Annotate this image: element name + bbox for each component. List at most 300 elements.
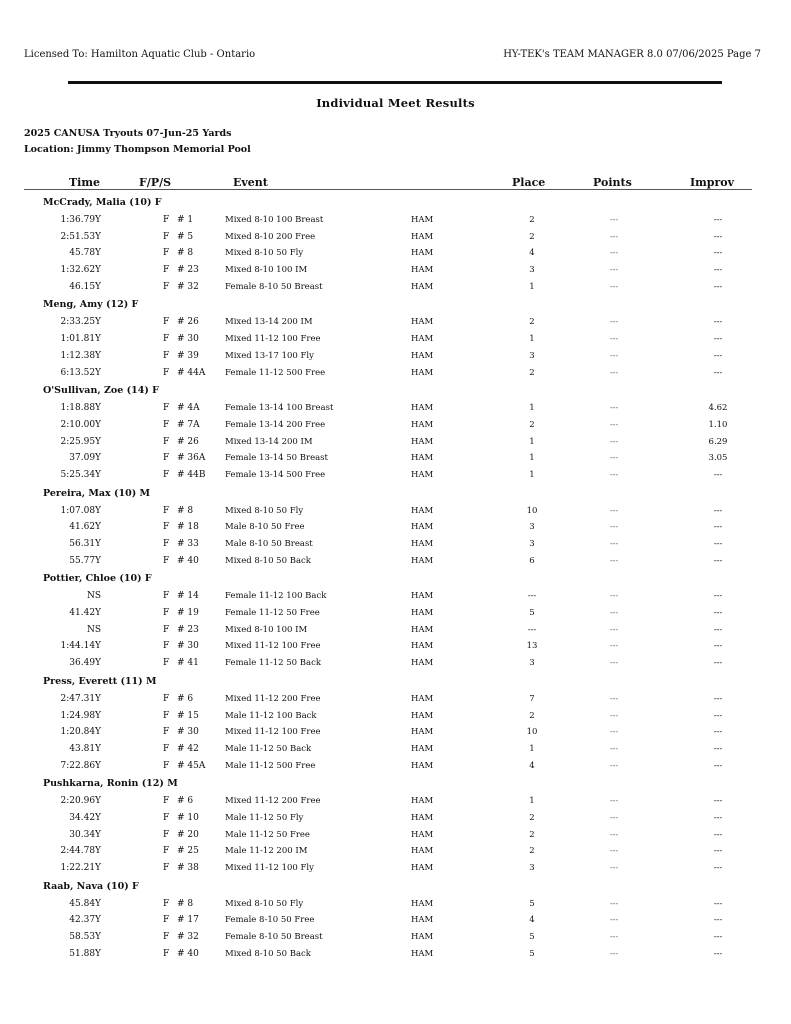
event-name: Mixed 11-12 100 Free (225, 334, 321, 345)
result-time: 1:18.88Y (60, 403, 101, 414)
result-place: 6 (529, 555, 535, 566)
team-code: HAM (411, 693, 434, 704)
result-time: 56.31Y (69, 539, 101, 549)
result-points: --- (609, 591, 619, 602)
event-number: # 44B (177, 469, 206, 480)
result-time: 43.81Y (69, 743, 101, 754)
result-fps: F (163, 898, 170, 909)
result-time: 6:13.52Y (60, 367, 101, 378)
result-points: --- (609, 281, 619, 292)
result-place: 5 (529, 608, 535, 619)
result-place: --- (527, 591, 537, 602)
result-fps: F (163, 436, 170, 447)
team-code: HAM (411, 710, 434, 721)
event-name: Female 13-14 100 Breast (225, 403, 334, 414)
result-improv: --- (713, 796, 723, 807)
event-name: Male 11-12 500 Free (225, 760, 316, 771)
team-code: HAM (411, 215, 434, 225)
col-header-event: Event (233, 176, 268, 189)
result-row (0, 810, 791, 827)
meet-name: 2025 CANUSA Tryouts 07-Jun-25 Yards (24, 128, 232, 139)
result-time: 2:25.95Y (60, 436, 101, 447)
result-place: 2 (529, 317, 535, 328)
swimmer-name: Raab, Nava (10) F (43, 880, 139, 892)
report-title: Individual Meet Results (316, 96, 475, 110)
swimmer-header (0, 672, 791, 691)
swimmer-name: Press, Everett (11) M (43, 675, 157, 687)
result-points: --- (609, 624, 619, 635)
result-points: --- (609, 367, 619, 378)
swimmer-section (0, 672, 791, 774)
event-name: Mixed 11-12 100 Fly (225, 863, 314, 873)
event-number: # 30 (177, 334, 199, 345)
result-time: 41.62Y (69, 522, 101, 533)
team-code: HAM (411, 453, 434, 464)
swimmer-header (0, 295, 791, 314)
result-points: --- (609, 265, 619, 276)
team-code: HAM (411, 658, 434, 669)
event-number: # 6 (177, 693, 194, 704)
license-text: Licensed To: Hamilton Aquatic Club - Ontario (24, 49, 256, 60)
event-name: Mixed 13-14 200 IM (225, 436, 313, 447)
event-name: Female 13-14 500 Free (225, 469, 326, 480)
result-row (0, 860, 791, 877)
result-points: --- (609, 453, 619, 464)
swimmer-section (0, 774, 791, 876)
result-points: --- (609, 317, 619, 328)
result-improv: --- (713, 727, 723, 738)
result-place: 2 (529, 231, 535, 242)
software-page-info: HY-TEK's TEAM MANAGER 8.0 07/06/2025 Page 7 (503, 49, 761, 60)
result-row (0, 827, 791, 844)
result-place: 5 (529, 932, 535, 943)
result-place: 2 (529, 846, 535, 857)
result-place: 2 (529, 710, 535, 721)
result-row (0, 279, 791, 296)
result-place: 1 (529, 743, 535, 754)
result-time: 5:25.34Y (60, 469, 101, 480)
result-improv: 3.05 (708, 453, 728, 464)
result-row (0, 519, 791, 536)
result-fps: F (163, 555, 170, 566)
result-time: 42.37Y (69, 915, 101, 926)
swimmer-name: Meng, Amy (12) F (43, 299, 139, 311)
result-improv: --- (713, 624, 723, 635)
result-points: --- (609, 248, 619, 259)
team-code: HAM (411, 231, 434, 242)
event-number: # 5 (177, 231, 194, 242)
event-number: # 10 (177, 812, 199, 823)
result-place: 4 (529, 915, 535, 926)
result-place: 2 (529, 215, 535, 225)
event-number: # 6 (177, 796, 194, 807)
col-header-time: Time (69, 176, 101, 189)
result-points: --- (609, 419, 619, 430)
event-name: Mixed 8-10 50 Back (225, 555, 311, 566)
team-code: HAM (411, 812, 434, 823)
result-time: NS (86, 591, 101, 602)
result-improv: 6.29 (708, 436, 728, 447)
result-time: 41.42Y (69, 608, 101, 619)
event-name: Female 8-10 50 Breast (225, 932, 323, 943)
result-improv: --- (713, 658, 723, 669)
result-fps: F (163, 641, 170, 652)
event-name: Male 11-12 50 Fly (225, 812, 304, 823)
result-points: --- (609, 231, 619, 242)
result-row (0, 553, 791, 570)
event-name: Mixed 13-17 100 Fly (225, 350, 314, 361)
result-row (0, 912, 791, 929)
swimmer-name: McCrady, Malia (10) F (43, 197, 162, 208)
team-code: HAM (411, 727, 434, 738)
result-place: 1 (529, 281, 535, 292)
result-place: --- (527, 624, 537, 635)
result-place: 3 (529, 863, 535, 873)
result-fps: F (163, 317, 170, 328)
result-fps: F (163, 796, 170, 807)
result-row (0, 434, 791, 451)
event-number: # 41 (177, 658, 199, 669)
team-code: HAM (411, 624, 434, 635)
result-points: --- (609, 796, 619, 807)
team-code: HAM (411, 932, 434, 943)
result-fps: F (163, 608, 170, 619)
event-name: Female 11-12 100 Back (225, 591, 327, 602)
event-number: # 7A (177, 419, 200, 430)
result-place: 3 (529, 350, 535, 361)
result-row (0, 638, 791, 655)
event-number: # 30 (177, 727, 199, 738)
result-place: 5 (529, 948, 535, 959)
team-code: HAM (411, 350, 434, 361)
team-code: HAM (411, 248, 434, 259)
event-number: # 26 (177, 317, 199, 328)
result-place: 1 (529, 334, 535, 345)
swimmer-name: Pushkarna, Ronin (12) M (43, 778, 178, 790)
result-time: 1:24.98Y (60, 710, 101, 721)
result-row (0, 417, 791, 434)
result-improv: --- (713, 915, 723, 926)
result-fps: F (163, 948, 170, 959)
result-improv: --- (713, 555, 723, 566)
result-points: --- (609, 555, 619, 566)
team-code: HAM (411, 641, 434, 652)
swimmer-name: Pereira, Max (10) M (43, 487, 151, 499)
team-code: HAM (411, 796, 434, 807)
event-number: # 17 (177, 915, 199, 926)
team-code: HAM (411, 608, 434, 619)
event-name: Mixed 8-10 100 Breast (225, 215, 324, 225)
result-fps: F (163, 591, 170, 602)
result-place: 1 (529, 796, 535, 807)
result-improv: --- (713, 350, 723, 361)
result-place: 2 (529, 367, 535, 378)
result-time: 58.53Y (69, 932, 101, 943)
result-place: 3 (529, 265, 535, 276)
result-row (0, 655, 791, 672)
result-fps: F (163, 760, 170, 771)
result-place: 1 (529, 469, 535, 480)
result-row (0, 793, 791, 810)
result-row (0, 708, 791, 725)
result-row (0, 229, 791, 246)
swimmer-name: O'Sullivan, Zoe (14) F (43, 385, 159, 397)
team-code: HAM (411, 281, 434, 292)
result-points: --- (609, 641, 619, 652)
result-time: 36.49Y (69, 658, 101, 669)
swimmer-name: Pottier, Chloe (10) F (43, 573, 152, 585)
event-number: # 26 (177, 436, 199, 447)
result-place: 3 (529, 658, 535, 669)
event-number: # 36A (177, 453, 206, 464)
result-time: 30.34Y (69, 829, 101, 840)
team-code: HAM (411, 522, 434, 533)
result-row (0, 691, 791, 708)
result-improv: --- (713, 948, 723, 959)
result-time: 1:01.81Y (60, 334, 101, 345)
result-fps: F (163, 469, 170, 480)
result-row (0, 400, 791, 417)
event-number: # 18 (177, 522, 199, 533)
col-header-points: Points (593, 176, 632, 189)
result-points: --- (609, 812, 619, 823)
result-place: 1 (529, 453, 535, 464)
result-points: --- (609, 846, 619, 857)
event-name: Mixed 11-12 100 Free (225, 727, 321, 738)
result-improv: --- (713, 469, 723, 480)
result-fps: F (163, 265, 170, 276)
result-time: 1:44.14Y (60, 641, 101, 652)
result-place: 7 (529, 693, 535, 704)
event-number: # 20 (177, 829, 199, 840)
event-name: Mixed 8-10 50 Fly (225, 248, 304, 259)
event-number: # 42 (177, 743, 199, 754)
result-row (0, 896, 791, 913)
event-number: # 40 (177, 555, 199, 566)
result-time: 2:10.00Y (60, 419, 101, 430)
result-improv: --- (713, 829, 723, 840)
header-rule (68, 81, 722, 84)
result-improv: --- (713, 248, 723, 259)
result-row (0, 741, 791, 758)
event-name: Mixed 8-10 50 Fly (225, 505, 304, 516)
result-improv: --- (713, 522, 723, 533)
result-fps: F (163, 846, 170, 857)
event-number: # 32 (177, 281, 199, 292)
result-place: 5 (529, 898, 535, 909)
result-row (0, 758, 791, 775)
result-place: 3 (529, 522, 535, 533)
event-number: # 39 (177, 350, 199, 361)
event-number: # 33 (177, 539, 199, 549)
result-improv: --- (713, 231, 723, 242)
result-points: --- (609, 863, 619, 873)
result-fps: F (163, 829, 170, 840)
result-fps: F (163, 453, 170, 464)
team-code: HAM (411, 743, 434, 754)
result-points: --- (609, 710, 619, 721)
result-row (0, 245, 791, 262)
result-time: 1:07.08Y (60, 505, 101, 516)
result-improv: --- (713, 215, 723, 225)
result-time: 1:32.62Y (60, 265, 101, 276)
result-improv: --- (713, 265, 723, 276)
event-number: # 45A (177, 760, 206, 771)
swimmer-header (0, 877, 791, 896)
result-improv: --- (713, 608, 723, 619)
event-name: Male 11-12 200 IM (225, 846, 308, 857)
event-number: # 23 (177, 624, 199, 635)
result-fps: F (163, 231, 170, 242)
result-fps: F (163, 215, 170, 225)
result-row (0, 946, 791, 963)
swimmer-section (0, 295, 791, 381)
swimmer-section (0, 484, 791, 570)
team-code: HAM (411, 829, 434, 840)
result-row (0, 622, 791, 639)
team-code: HAM (411, 863, 434, 873)
result-improv: --- (713, 505, 723, 516)
result-fps: F (163, 915, 170, 926)
result-time: 1:22.21Y (60, 863, 101, 873)
swimmer-header (0, 569, 791, 588)
event-name: Mixed 8-10 50 Fly (225, 898, 304, 909)
result-fps: F (163, 403, 170, 414)
event-name: Male 11-12 50 Back (225, 743, 312, 754)
result-time: 46.15Y (69, 281, 101, 292)
result-row (0, 331, 791, 348)
result-points: --- (609, 215, 619, 225)
swimmer-section (0, 193, 791, 295)
result-row (0, 536, 791, 553)
result-improv: --- (713, 591, 723, 602)
col-header-place: Place (512, 176, 546, 189)
result-fps: F (163, 710, 170, 721)
result-place: 2 (529, 812, 535, 823)
result-points: --- (609, 505, 619, 516)
result-time: 7:22.86Y (60, 760, 101, 771)
event-number: # 23 (177, 265, 199, 276)
result-improv: --- (713, 812, 723, 823)
result-row (0, 314, 791, 331)
team-code: HAM (411, 846, 434, 857)
result-points: --- (609, 693, 619, 704)
event-name: Mixed 8-10 100 IM (225, 624, 308, 635)
result-place: 13 (526, 641, 538, 652)
result-points: --- (609, 948, 619, 959)
result-improv: --- (713, 539, 723, 549)
event-number: # 1 (177, 215, 194, 225)
result-row (0, 450, 791, 467)
event-name: Mixed 8-10 100 IM (225, 265, 308, 276)
meet-location: Location: Jimmy Thompson Memorial Pool (24, 144, 251, 155)
result-points: --- (609, 658, 619, 669)
result-improv: --- (713, 317, 723, 328)
result-row (0, 929, 791, 946)
result-row (0, 843, 791, 860)
event-number: # 38 (177, 863, 199, 873)
result-improv: --- (713, 743, 723, 754)
event-number: # 30 (177, 641, 199, 652)
result-fps: F (163, 281, 170, 292)
event-number: # 44A (177, 367, 206, 378)
team-code: HAM (411, 539, 434, 549)
event-number: # 15 (177, 710, 199, 721)
event-number: # 8 (177, 898, 194, 909)
result-time: 45.84Y (69, 898, 101, 909)
result-points: --- (609, 334, 619, 345)
result-points: --- (609, 539, 619, 549)
result-place: 1 (529, 403, 535, 414)
result-points: --- (609, 829, 619, 840)
result-fps: F (163, 505, 170, 516)
result-place: 10 (526, 727, 538, 738)
result-fps: F (163, 658, 170, 669)
event-number: # 32 (177, 932, 199, 943)
team-code: HAM (411, 334, 434, 345)
result-points: --- (609, 743, 619, 754)
result-improv: --- (713, 334, 723, 345)
result-improv: --- (713, 710, 723, 721)
result-fps: F (163, 743, 170, 754)
result-time: 1:12.38Y (60, 350, 101, 361)
result-points: --- (609, 350, 619, 361)
result-points: --- (609, 915, 619, 926)
result-improv: --- (713, 281, 723, 292)
swimmer-section (0, 877, 791, 963)
result-improv: --- (713, 693, 723, 704)
col-header-fps: F/P/S (139, 176, 172, 189)
team-code: HAM (411, 898, 434, 909)
results-list (0, 193, 791, 962)
result-points: --- (609, 469, 619, 480)
event-number: # 8 (177, 505, 194, 516)
result-row (0, 262, 791, 279)
event-name: Female 8-10 50 Free (225, 915, 315, 926)
team-code: HAM (411, 915, 434, 926)
event-name: Female 13-14 200 Free (225, 419, 326, 430)
result-row (0, 467, 791, 484)
result-fps: F (163, 727, 170, 738)
result-points: --- (609, 608, 619, 619)
result-points: --- (609, 727, 619, 738)
result-time: 2:44.78Y (60, 846, 101, 857)
result-time: 2:33.25Y (60, 317, 101, 328)
event-name: Mixed 11-12 100 Free (225, 641, 321, 652)
team-code: HAM (411, 555, 434, 566)
result-improv: --- (713, 760, 723, 771)
result-row (0, 212, 791, 229)
swimmer-header (0, 774, 791, 793)
column-header-rule (24, 189, 752, 190)
team-code: HAM (411, 419, 434, 430)
swimmer-section (0, 381, 791, 483)
event-number: # 4A (177, 403, 200, 414)
event-number: # 14 (177, 591, 199, 602)
result-points: --- (609, 898, 619, 909)
result-points: --- (609, 436, 619, 447)
result-row (0, 724, 791, 741)
event-number: # 25 (177, 846, 199, 857)
result-points: --- (609, 760, 619, 771)
event-name: Female 8-10 50 Breast (225, 281, 323, 292)
result-time: 2:51.53Y (60, 231, 101, 242)
result-row (0, 348, 791, 365)
result-improv: --- (713, 898, 723, 909)
result-fps: F (163, 334, 170, 345)
event-name: Mixed 8-10 50 Back (225, 948, 311, 959)
result-improv: --- (713, 932, 723, 943)
